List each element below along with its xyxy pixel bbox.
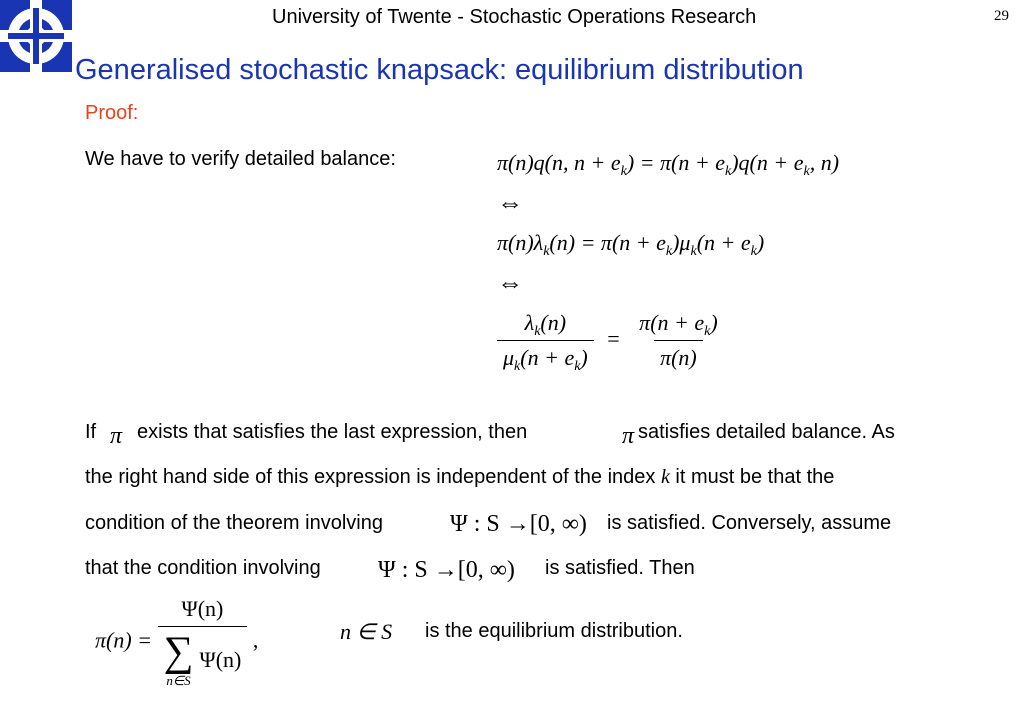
proof-label: Proof:	[85, 102, 139, 124]
paragraph-line-1-end: satisfies detailed balance. As	[638, 421, 895, 443]
equilibrium-formula: π(n) = Ψ(n) ∑ n∈S Ψ(n) ,	[95, 596, 259, 688]
paragraph-line-1-if: If	[85, 421, 97, 443]
pi-symbol-1: π	[110, 423, 123, 449]
paragraph-line-4-start: that the condition involving	[85, 557, 321, 579]
paragraph-line-2-start: the right hand side of this expression is independent of the index k it must be that the	[85, 466, 835, 488]
detailed-balance-equation: π(n)q(n, $n + e_k) = \pi(n + e_k)q(n + e_k$, n)	[497, 150, 840, 179]
paragraph-line-3-end: is satisfied. Conversely, assume	[607, 512, 892, 534]
paragraph-line-3-start: condition of the theorem involving	[85, 512, 383, 534]
university-logo	[0, 0, 72, 72]
equilibrium-fraction: Ψ(n) ∑ n∈S Ψ(n)	[158, 596, 248, 689]
equivalence-symbol-1: ⇔	[497, 188, 523, 217]
slide-title: Generalised stochastic knapsack: equilibrium distribution	[75, 54, 804, 86]
ratio-left-fraction: $\frac{\lambda_k(n)}{\mu_k(n + e_k)}$	[497, 310, 594, 371]
psi-mapping-1: Ψ : S →[0, ∞)	[450, 511, 587, 537]
psi-mapping-2: Ψ : S →[0, ∞)	[378, 557, 515, 583]
paragraph-line-4-end: is satisfied. Then	[545, 557, 695, 579]
equivalence-symbol-2: ⇔	[497, 268, 523, 297]
pi-symbol-2: π	[622, 423, 635, 449]
ratio-equation: $\frac{\lambda_k(n)}{\mu_k(n + e_k)}$ = $\frac{\pi(n + e_k)}{\pi(n)}$	[497, 310, 724, 371]
page-number: 29	[994, 8, 1009, 24]
ratio-right-fraction: $\frac{\pi(n + e_k)}{\pi(n)}$	[639, 310, 718, 370]
sum-operator: ∑ n∈S	[163, 629, 194, 688]
conclusion-text: is the equilibrium distribution.	[425, 620, 683, 642]
paragraph-line-1-middle: exists that satisfies the last expression, then	[137, 421, 528, 443]
rate-balance-equation: $\pi(n)\lambda_k(n) = \pi(n + e_k)\mu_k(n + e_k)$	[497, 230, 765, 259]
verify-text: We have to verify detailed balance:	[85, 148, 396, 170]
domain-condition: n ∈ S	[340, 619, 393, 644]
header-institution: University of Twente - Stochastic Operations Research	[272, 6, 757, 28]
